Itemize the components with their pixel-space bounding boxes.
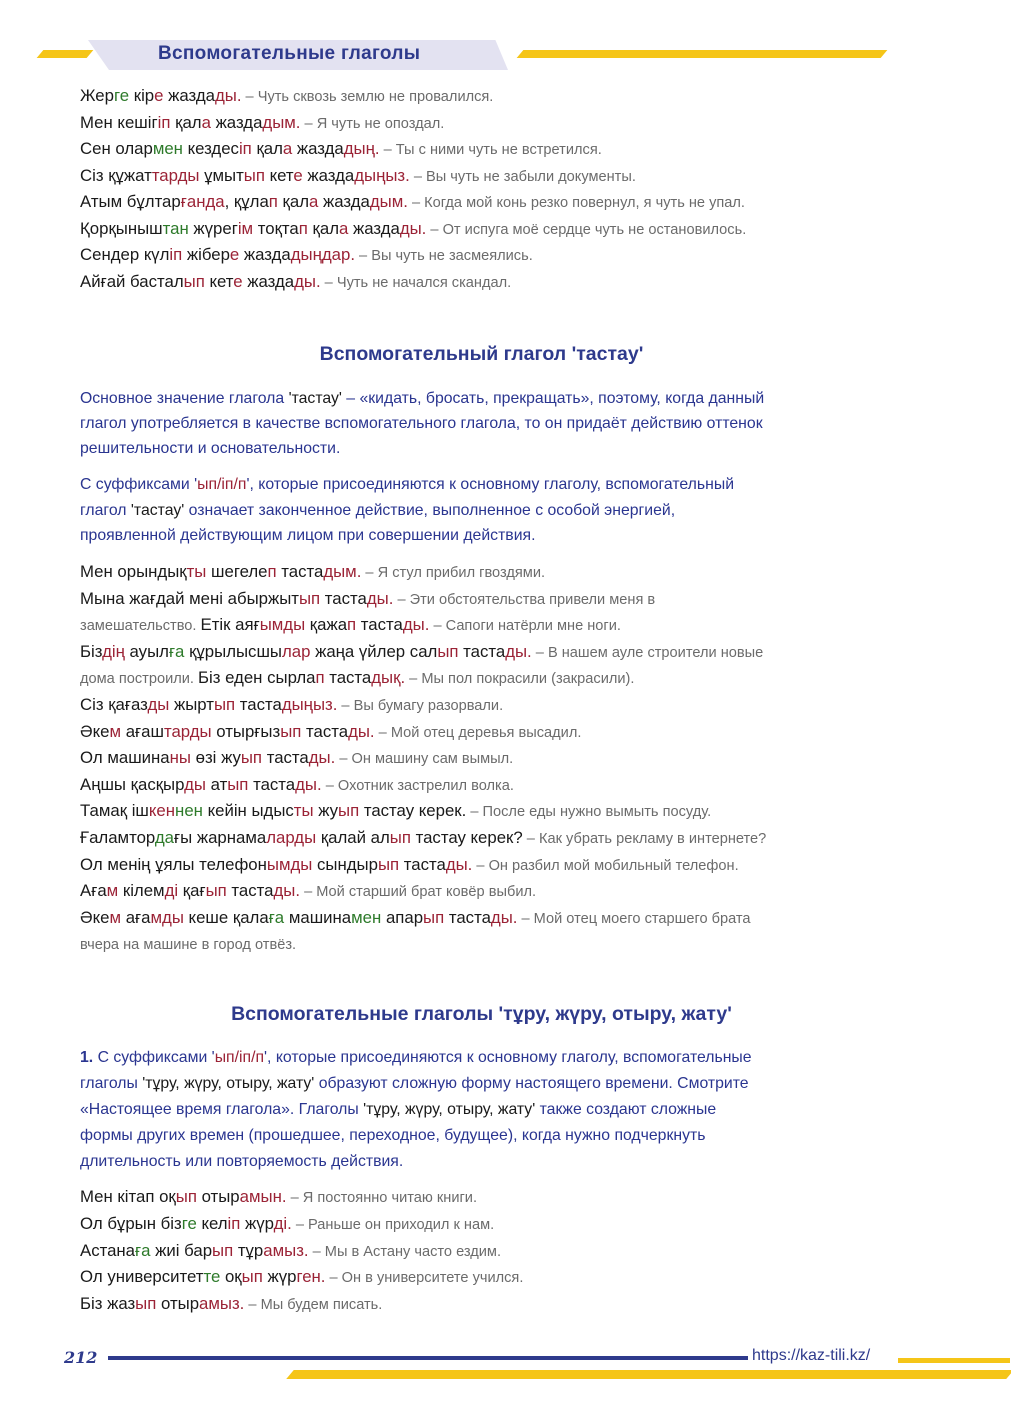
text-segment: ға (268, 907, 285, 927)
text-segment: ды (147, 695, 170, 714)
text-segment: п (268, 192, 278, 211)
text-segment: Основное значение глагола (80, 390, 289, 407)
text-segment: дің (102, 641, 125, 661)
text-segment: ып/іп/п (214, 1049, 265, 1066)
example-line (80, 908, 751, 929)
text-segment: ты (293, 801, 314, 821)
text-segment: да (154, 828, 174, 847)
paragraph-line (80, 1100, 716, 1120)
text-segment: Аңшы қасқыр (80, 774, 185, 794)
text-segment: мды (150, 907, 184, 927)
text-segment: – Чуть сквозь землю не провалился. (241, 89, 494, 105)
paragraph-line (80, 389, 764, 409)
example-line (80, 1294, 382, 1315)
text-segment: ді (164, 881, 179, 901)
text-segment: тастау керек. (359, 801, 467, 821)
text-segment: , құла (224, 192, 269, 211)
text-segment: – Как убрать рекламу в интернете? (522, 831, 767, 847)
paragraph-line (80, 1048, 752, 1068)
example-line (80, 855, 739, 876)
text-segment: ' (194, 476, 198, 493)
example-line (80, 1214, 494, 1235)
text-segment: тан (162, 218, 189, 238)
text-segment: ып (338, 801, 360, 821)
text-segment: қал (170, 112, 202, 132)
text-segment: п (347, 615, 357, 635)
text-segment: е (233, 271, 243, 291)
paragraph-line (80, 1126, 705, 1146)
paragraph-line (80, 414, 763, 434)
text-segment: ім (237, 218, 254, 238)
text-segment: жаңа үйлер сал (310, 641, 438, 661)
text-segment: замешательство. (80, 618, 201, 635)
text-segment: 'тастау' (288, 390, 342, 407)
text-segment: жазда (163, 86, 215, 105)
text-segment: – Я стул прибил гвоздями. (361, 565, 546, 581)
text-segment: ұмыт (199, 165, 244, 185)
text-segment: аға (121, 907, 151, 927)
text-segment: ып (377, 854, 400, 874)
text-segment: кет (204, 271, 234, 291)
text-segment: дың. (343, 139, 380, 158)
text-segment: а (282, 139, 293, 158)
example-line (80, 86, 493, 107)
text-segment: а (309, 192, 319, 211)
text-segment: вчера на машине в город отвёз. (80, 937, 297, 954)
text-segment: кілем (118, 881, 165, 901)
text-segment: ген. (296, 1267, 326, 1287)
paragraph-line (80, 439, 340, 459)
text-segment: отыр (156, 1294, 200, 1314)
text-segment: ды. (214, 86, 242, 105)
text-segment: жүрег (188, 218, 238, 238)
text-segment: ып (240, 748, 263, 768)
text-segment: апар (381, 907, 424, 927)
text-segment: ып (298, 588, 321, 608)
example-line (80, 139, 602, 160)
text-segment: 'тұру, жүру, отыру, жату' (142, 1075, 315, 1092)
text-segment: ді. (273, 1213, 292, 1233)
text-segment: ларды (266, 828, 317, 847)
text-segment: ды. (308, 748, 336, 768)
text-segment: Тамақ іш (80, 801, 149, 821)
text-segment: – Эти обстоятельства привели меня в (393, 591, 656, 608)
text-segment: С суффиксами (93, 1049, 212, 1066)
text-segment: Әке (80, 721, 110, 741)
example-line (80, 1187, 477, 1208)
text-segment: – Ты с ними чуть не встретился. (379, 142, 602, 158)
text-segment: таста (356, 615, 403, 635)
text-segment: 'тастау' (130, 501, 185, 519)
text-segment: – После еды нужно вымыть посуду. (466, 804, 712, 821)
example-line (80, 668, 634, 689)
text-segment: ып (183, 271, 205, 291)
text-segment: қағ (178, 881, 206, 901)
text-segment: жиі бар (150, 1240, 213, 1260)
text-segment: глаголы (80, 1075, 143, 1092)
text-segment: Әке (80, 907, 110, 927)
text-segment: жібер (182, 245, 230, 264)
text-segment: – Мой отец деревья высадил. (374, 724, 582, 741)
text-segment: кездес (182, 139, 239, 158)
text-segment: іп (227, 1213, 241, 1233)
text-segment: жазда (242, 271, 295, 291)
text-segment: жырт (169, 695, 214, 714)
example-line (80, 722, 581, 743)
example-line (80, 1241, 501, 1262)
text-segment: ды. (273, 881, 301, 901)
text-segment: м (106, 881, 119, 901)
text-segment: С суффиксами (80, 476, 195, 493)
text-segment: мен (351, 907, 382, 927)
text-segment: – Он машину сам вымыл. (335, 751, 514, 768)
text-segment: қал (307, 218, 339, 238)
text-segment: таста (444, 907, 491, 927)
text-segment: Астана (80, 1240, 136, 1260)
text-segment: ты (186, 562, 207, 581)
example-line (80, 828, 766, 849)
text-segment: ды. (295, 774, 322, 794)
text-segment: Мен кешіг (80, 112, 158, 132)
text-segment: те (203, 1267, 221, 1287)
text-segment: ымды (266, 854, 313, 874)
text-segment: м (109, 721, 122, 741)
text-segment: тарды (151, 165, 200, 185)
text-segment: ды. (366, 588, 394, 608)
text-segment: 1. (80, 1049, 94, 1066)
text-segment: ' (264, 1049, 268, 1066)
text-segment: – Мой старший брат ковёр выбил. (300, 884, 537, 901)
text-segment: дома построили. (80, 671, 198, 688)
paragraph-line (80, 475, 734, 495)
text-segment: – Охотник застрелил волка. (321, 777, 514, 794)
text-segment: а (201, 112, 211, 132)
text-segment: қал (251, 139, 283, 158)
example-line (80, 245, 533, 266)
text-segment: ' (211, 1049, 215, 1066)
example-line (80, 775, 514, 796)
text-segment: іп (157, 112, 171, 132)
text-segment: Қорқыныш (80, 218, 163, 238)
text-segment: отырғыз (211, 721, 281, 741)
text-segment: м (109, 907, 122, 927)
text-segment: п (267, 562, 277, 581)
text-segment: , которые присоединяются к основному глаголу, вспомогательные (267, 1049, 752, 1066)
footer-stripe (898, 1358, 1010, 1363)
text-segment: ып (212, 1240, 234, 1260)
text-segment: ып (205, 881, 227, 901)
text-segment: ауыл (124, 641, 169, 661)
text-segment: таста (235, 695, 282, 714)
section-title-tastau: Вспомогательный глагол 'тастау' (319, 343, 644, 365)
text-segment: жазда (239, 245, 291, 264)
text-segment: ге (113, 86, 130, 105)
text-segment: оқ (220, 1267, 242, 1287)
text-segment: таста (276, 562, 324, 581)
example-line (80, 166, 636, 187)
text-segment: Сендер күл (80, 245, 170, 264)
text-segment: ып (437, 641, 459, 661)
text-segment: қал (277, 192, 310, 211)
example-line (80, 642, 763, 663)
text-segment: Аға (80, 881, 107, 901)
text-segment: таста (301, 721, 349, 741)
text-segment: – Мы в Астану часто ездим. (308, 1243, 502, 1260)
header-right-stripe (517, 50, 888, 58)
text-segment: кет (264, 165, 294, 185)
text-segment: жүр (240, 1213, 274, 1233)
text-segment: – В нашем ауле строители новые (531, 644, 764, 661)
text-segment: Етік аяғ (200, 615, 260, 635)
text-segment: ып (423, 907, 445, 927)
text-segment: 'тұру, жүру, отыру, жату' (363, 1101, 536, 1118)
example-line (80, 934, 296, 955)
example-line (80, 1267, 523, 1288)
paragraph-line (80, 1152, 403, 1172)
text-segment: формы других времен (прошедшее, переходное, будущее), когда нужно подчеркнуть (80, 1127, 706, 1144)
text-segment: е (293, 165, 303, 185)
text-segment: ге (181, 1213, 197, 1233)
text-segment: Айғай бастал (80, 271, 184, 291)
text-segment: таста (324, 668, 372, 688)
text-segment: Мына жағдай мені абыржыт (80, 588, 299, 608)
text-segment: тоқта (253, 218, 299, 238)
text-segment: тарды (163, 721, 212, 741)
example-line (80, 748, 513, 769)
text-segment: Сіз қағаз (80, 695, 148, 714)
text-segment: проявленной действующим лицом при совершении действия. (80, 527, 536, 544)
text-segment: ға (135, 1240, 151, 1260)
text-segment: дыңыз. (354, 165, 410, 185)
text-segment: отыр (196, 1187, 240, 1206)
text-segment: ымды (259, 615, 306, 635)
text-segment: кел (196, 1213, 228, 1233)
example-line (80, 192, 745, 213)
text-segment: ып/іп/п (197, 476, 247, 493)
text-segment: глагол употребляется в качестве вспомогательного глагола, то он придаёт действию оттенок (80, 415, 763, 432)
text-segment: дыңдар. (290, 245, 355, 264)
text-segment: кір (129, 86, 155, 105)
text-segment: іп (238, 139, 252, 158)
text-segment: ды. (294, 271, 321, 291)
text-segment: лар (281, 641, 311, 661)
text-segment: жазда (210, 112, 263, 132)
text-segment: также создают сложные (535, 1101, 717, 1118)
text-segment: – Раньше он приходил к нам. (291, 1216, 495, 1233)
text-segment: амыз. (263, 1240, 309, 1260)
text-segment: – Чуть не начался скандал. (320, 274, 512, 291)
text-segment: ып (241, 1267, 263, 1287)
example-line (80, 695, 503, 716)
text-segment: құрылысшы (184, 641, 282, 661)
text-segment: ат (205, 774, 228, 794)
text-segment: Біз (80, 641, 103, 661)
header-left-stripe (37, 50, 94, 58)
text-segment: п (315, 668, 325, 688)
text-segment: – Мы пол покрасили (закрасили). (405, 671, 635, 688)
text-segment: образуют сложную форму настоящего времени. Смотрите (314, 1075, 749, 1092)
text-segment: таста (248, 774, 296, 794)
text-segment: шегеле (206, 562, 268, 581)
text-segment: Ол менің ұялы телефон (80, 854, 267, 874)
text-segment: ғы жарнама (174, 828, 267, 847)
example-line (80, 881, 536, 902)
text-segment: тұр (233, 1240, 264, 1260)
text-segment: – Когда мой конь резко повернул, я чуть не упал. (407, 195, 745, 211)
text-segment: ' (246, 476, 250, 493)
text-segment: Атым бұлтар (80, 192, 181, 211)
text-segment: – Вы чуть не засмеялись. (355, 248, 533, 264)
text-segment: сындыр (312, 854, 378, 874)
text-segment: ды. (490, 907, 518, 927)
text-segment: нен (175, 801, 203, 821)
text-segment: ды. (399, 218, 427, 238)
text-segment: ып (213, 695, 236, 714)
text-segment: ып (243, 165, 265, 185)
text-segment: кеше қала (183, 907, 269, 927)
text-segment: таста (320, 588, 367, 608)
text-segment: Сіз құжат (80, 165, 152, 185)
example-line (80, 219, 746, 240)
text-segment: Сен олар (80, 139, 153, 158)
site-url-link[interactable]: https://kaz-tili.kz/ (752, 1347, 871, 1364)
text-segment: – Вы бумагу разорвали. (337, 698, 504, 714)
text-segment: – Мой отец моего старшего брата (517, 910, 751, 927)
text-segment: амын. (239, 1187, 287, 1206)
text-segment: қалай ал (316, 828, 390, 847)
text-segment: амыз. (199, 1294, 245, 1314)
text-segment: Жер (80, 86, 114, 105)
text-segment: Мен кітап оқ (80, 1187, 176, 1206)
text-segment: – Мы будем писать. (244, 1297, 383, 1314)
text-segment: Ол университет (80, 1267, 204, 1287)
text-segment: кен (148, 801, 176, 821)
paragraph-line (80, 501, 675, 521)
example-line (80, 113, 444, 134)
example-line (80, 801, 711, 822)
text-segment: – Вы чуть не забыли документы. (409, 168, 636, 185)
section-title-turu-zhuru: Вспомогательные глаголы 'тұру, жүру, отыру, жату' (231, 1003, 732, 1025)
text-segment: ды. (402, 615, 430, 635)
text-segment: ды (184, 774, 206, 794)
text-segment: жазда (318, 192, 370, 211)
text-segment: жүр (262, 1267, 297, 1287)
text-segment: ды. (348, 721, 375, 741)
text-segment: дыңыз. (281, 695, 338, 714)
text-segment: ны (169, 748, 191, 768)
text-segment: жу (313, 801, 339, 821)
example-line (80, 272, 511, 293)
text-segment: дым. (369, 192, 408, 211)
text-segment: Ол машина (80, 748, 170, 768)
footer-stripe-bottom (286, 1370, 1011, 1379)
text-segment: таста (226, 881, 274, 901)
text-segment: е (154, 86, 164, 105)
text-segment: іп (169, 245, 183, 264)
text-segment: – Сапоги натёрли мне ноги. (429, 618, 621, 635)
text-segment: длительность или повторяемость действия. (80, 1153, 404, 1170)
text-segment: – Он в университете учился. (325, 1270, 524, 1287)
text-segment: е (229, 245, 240, 264)
text-segment: ып (135, 1294, 157, 1314)
text-segment: өзі жу (190, 748, 241, 768)
text-segment: жазда (292, 139, 344, 158)
text-segment: решительности и основательности. (80, 440, 341, 457)
text-segment: Ол бұрын біз (80, 1213, 182, 1233)
text-segment: – От испуга моё сердце чуть не остановилось. (426, 221, 747, 238)
text-segment: – Я чуть не опоздал. (300, 115, 445, 132)
text-segment: ып (280, 721, 302, 741)
paragraph-line (80, 526, 535, 546)
text-segment: дық. (371, 668, 406, 688)
text-segment: тастау керек? (410, 828, 523, 847)
text-segment: жазда (348, 218, 400, 238)
text-segment: мен (152, 139, 183, 158)
page-number: 212 (64, 1348, 98, 1367)
text-segment: ғанда (180, 192, 225, 211)
text-segment: таста (399, 854, 446, 874)
text-segment: ып (175, 1187, 197, 1206)
text-segment: , которые присоединяются к основному глаголу, вспомогательный (249, 476, 735, 493)
text-segment: қажа (305, 615, 348, 635)
example-line (80, 562, 545, 583)
page-header-title: Вспомогательные глаголы (158, 43, 421, 64)
text-segment: а (339, 218, 349, 238)
text-segment: таста (262, 748, 309, 768)
text-segment: глагол (80, 501, 131, 519)
footer-divider (108, 1356, 748, 1360)
text-segment: Ғаламтор (80, 828, 155, 847)
text-segment: дым. (262, 112, 301, 132)
text-segment: машина (284, 907, 352, 927)
example-line (80, 589, 655, 610)
text-segment: ға (168, 641, 185, 661)
example-line (80, 615, 621, 636)
text-segment: ып (389, 828, 411, 847)
text-segment: означает законченное действие, выполненное с особой энергией, (184, 501, 676, 519)
text-segment: жазда (302, 165, 355, 185)
text-segment: Біз еден сырла (198, 668, 316, 688)
text-segment: кейін ыдыс (202, 801, 294, 821)
text-segment: – Я постоянно читаю книги. (286, 1190, 477, 1206)
text-segment: дым. (323, 562, 362, 581)
text-segment: – Он разбил мой мобильный телефон. (472, 857, 739, 874)
text-segment: Мен орындық (80, 562, 187, 581)
text-segment: ды. (445, 854, 473, 874)
text-segment: п (298, 218, 308, 238)
text-segment: «Настоящее время глагола». Глаголы (80, 1101, 364, 1118)
text-segment: ды. (505, 641, 532, 661)
text-segment: ып (227, 774, 249, 794)
text-segment: ағаш (121, 721, 164, 741)
text-segment: Біз жаз (80, 1294, 136, 1314)
text-segment: таста (458, 641, 506, 661)
text-segment: – «кидать, бросать, прекращать», поэтому, когда данный (341, 390, 765, 407)
paragraph-line (80, 1074, 749, 1094)
